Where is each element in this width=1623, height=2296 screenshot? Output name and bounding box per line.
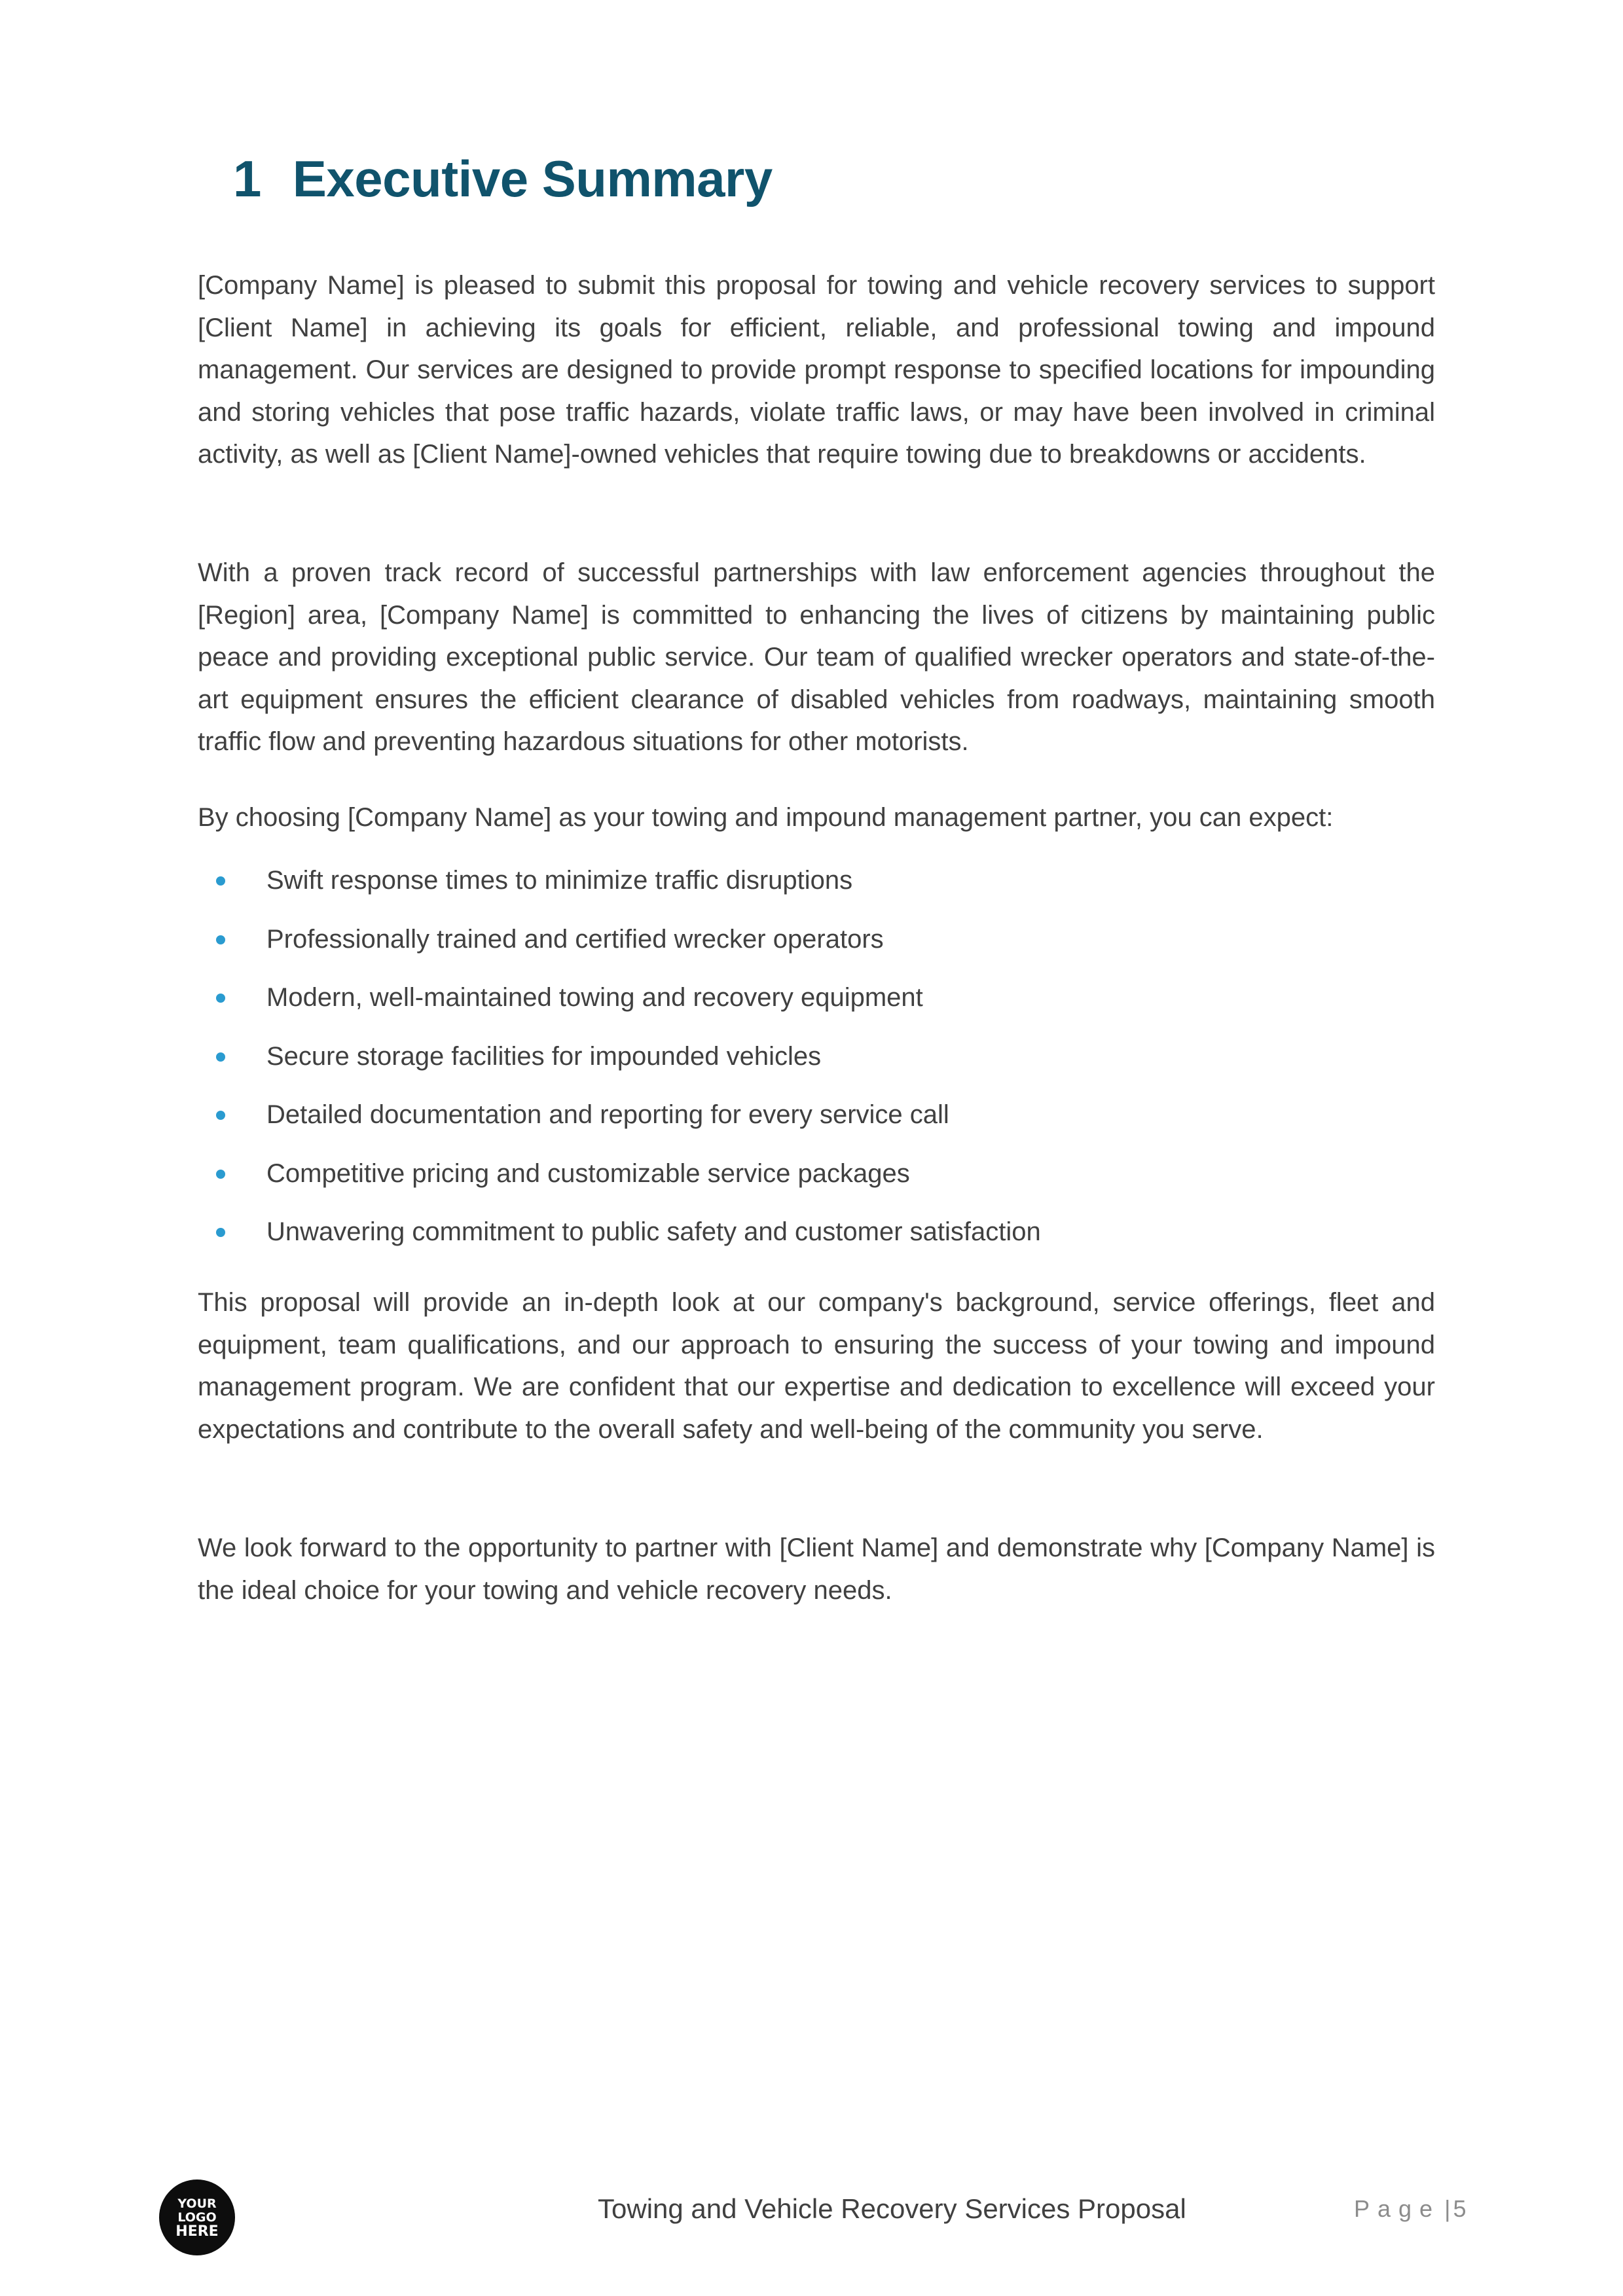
bullet-dot-icon — [216, 1111, 225, 1120]
bullet-dot-icon — [216, 1052, 225, 1062]
list-item — [198, 1094, 1435, 1153]
list-item — [198, 859, 1435, 918]
list-item-text: Detailed documentation and reporting for every service call — [266, 1100, 949, 1129]
section-title: Executive Summary — [292, 150, 773, 207]
company-logo — [159, 2179, 235, 2255]
bullet-dot-icon — [216, 1228, 225, 1237]
paragraph-closing: We look forward to the opportunity to partner with [Client Name] and demonstrate why [Company Name] is the ideal choice for your towing and vehicle recovery needs. — [198, 1534, 1435, 1605]
paragraph-intro: [Company Name] is pleased to submit this proposal for towing and vehicle recovery services to support [Client Name] in achieving its goals for efficient, reliable, and professional towing and impound management. Our services are designed to provide prompt response to specified locations for impounding and storing vehicles that pose traffic hazards, violate traffic laws, or may have been involved in criminal activity, as well as [Client Name]-owned vehicles that require towing due to breakdowns or accidents. — [198, 271, 1435, 469]
paragraph-proposal-overview: This proposal will provide an in-depth look at our company's background, service offerings, fleet and equipment, team qualifications, and our approach to ensuring the success of your towing and impound management program. We are confident that our expertise and dedication to excellence will exceed your expectations and contribute to the overall safety and well-being of the community you serve. — [198, 1288, 1435, 1444]
page-separator: | — [1444, 2195, 1451, 2222]
list-item-text: Modern, well-maintained towing and recovery equipment — [266, 983, 923, 1012]
footer-page-number — [1354, 2195, 1466, 2223]
paragraph-track-record: With a proven track record of successful partnerships with law enforcement agencies throughout the [Region] area, [Company Name] is committed to enhancing the lives of citizens by maintaining public peace and providing exceptional public service. Our team of qualified wrecker operators and state-of-the-art equipment ensures the efficient clearance of disabled vehicles from roadways, maintaining smooth traffic flow and preventing hazardous situations for other motorists. — [198, 558, 1435, 756]
bullet-dot-icon — [216, 876, 225, 886]
logo-text-line: YOUR — [177, 2196, 217, 2211]
bullet-dot-icon — [216, 994, 225, 1003]
list-item-text: Competitive pricing and customizable service packages — [266, 1158, 910, 1188]
page-label: Page — [1354, 2195, 1441, 2222]
paragraph-expectations-lead: By choosing [Company Name] as your towing and impound management partner, you can expect: — [198, 803, 1334, 832]
page-number: 5 — [1453, 2195, 1467, 2222]
logo-text-line: LOGO — [177, 2210, 217, 2225]
list-item — [198, 977, 1435, 1035]
list-item-text: Secure storage facilities for impounded vehicles — [266, 1041, 822, 1071]
list-item-text: Swift response times to minimize traffic disruptions — [266, 866, 853, 895]
list-item-text: Unwavering commitment to public safety and customer satisfaction — [266, 1217, 1041, 1246]
bullet-dot-icon — [216, 935, 225, 944]
footer-document-title: Towing and Vehicle Recovery Services Proposal — [598, 2193, 1186, 2224]
list-item — [198, 1211, 1435, 1270]
benefits-list — [198, 859, 1435, 1270]
logo-text-line: HERE — [175, 2223, 219, 2240]
bullet-dot-icon — [216, 1170, 225, 1179]
list-item-text: Professionally trained and certified wrecker operators — [266, 924, 884, 954]
section-number: 1 — [233, 150, 261, 207]
section-heading — [233, 149, 773, 209]
list-item — [198, 918, 1435, 977]
list-item — [198, 1035, 1435, 1094]
list-item — [198, 1153, 1435, 1211]
